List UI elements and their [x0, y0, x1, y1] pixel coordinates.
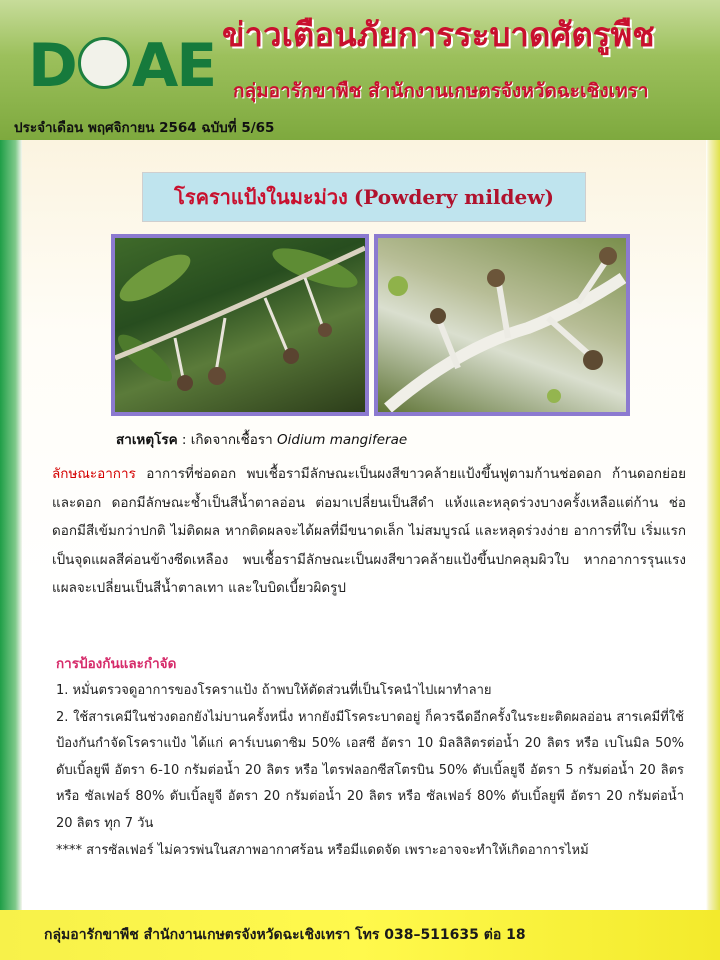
pathogen-name: Oidium mangiferae [277, 432, 408, 448]
control-section-title: การป้องกันและกำจัด [56, 656, 177, 672]
symptoms-text: อาการที่ช่อดอก พบเชื้อรามีลักษณะเป็นผงสีขาวคล้ายแป้งขึ้นฟูตามก้านช่อดอก ก้านดอกย่อย และดอก ดอกมีลักษณะช้ำเป็นสีน้ำตาลอ่อน ต่อมาเปลี่ยนเป็นสีดำ แห้งและหลุดร่วงบางครั้งเหลือแต่ก้าน ช่อดอกมีสีเข้มกว่าปกติ ไม่ติดผล หากติดผลจะได้ผลที่มีขนาดเล็ก ไม่สมบูรณ์ และหลุดร่วงง่าย อาการที่ใบ เริ่มแรกเป็นจุดแผลสีค่อนข้างซีดเหลือง พบเชื้อรามีลักษณะเป็นผงสีขาวคล้ายแป้งขึ้นปกคลุมผิวใบ หากอาการรุนแรงแผลจะเปลี่ยนเป็นสีน้ำตาลเทา และใบบิดเบี้ยวผิดรูป [52, 466, 686, 597]
photo-2-illustration [378, 238, 626, 412]
disease-title-thai: โรคราแป้งในมะม่วง [174, 185, 348, 209]
logo-letters-ae: AE [131, 31, 216, 101]
symptoms-paragraph [52, 460, 686, 603]
logo-letter-d: D [28, 31, 76, 101]
mango-inflorescence-photo-1 [111, 234, 369, 416]
mango-inflorescence-photo-2 [374, 234, 630, 416]
control-note: **** สารซัลเฟอร์ ไม่ควรพ่นในสภาพอากาศร้อน หรือมีแดดจัด เพราะอาจจะทำให้เกิดอาการไหม้ [56, 842, 589, 858]
footer-contact: กลุ่มอารักขาพืช สำนักงานเกษตรจังหวัดฉะเชิงเทรา โทร 038–511635 ต่อ 18 [44, 927, 526, 943]
control-section [56, 678, 684, 864]
right-decorative-bar [706, 140, 720, 910]
control-item-2: 2. ใช้สารเคมีในช่วงดอกยังไม่บานครั้งหนึ่ง หากยังมีโรคระบาดอยู่ ก็ควรฉีดอีกครั้งในระยะติดผลอ่อน สารเคมีที่ใช้ป้องกันกำจัดโรคราแป้ง ได้แก่ คาร์เบนดาซิม 50% เอสซี อัตรา 10 มิลลิลิตรต่อน้ำ 20 ลิตร หรือ เบโนมิล 50% ดับเบิ้ลยูพี อัตรา 6-10 กรัมต่อน้ำ 20 ลิตร หรือ ไตรฟลอกซีสโตรบิน 50% ดับเบิ้ลยูจี อัตรา 5 กรัมต่อน้ำ 20 ลิตร หรือ ซัลเฟอร์ 80% ดับเบิ้ลยูจี อัตรา 20 กรัมต่อน้ำ 20 ลิตร หรือ ซัลเฟอร์ 80% ดับเบิ้ลยูพี อัตรา 20 กรัมต่อน้ำ 20 ลิตร ทุก 7 วัน [56, 709, 684, 831]
doae-logo [28, 31, 216, 101]
department-seal-icon [78, 37, 130, 89]
disease-cause [116, 428, 407, 450]
disease-title-box [142, 172, 586, 222]
left-decorative-bar [0, 140, 22, 910]
cause-label: สาเหตุโรค [116, 432, 178, 448]
footer-bar [0, 910, 720, 960]
newsletter-title: ข่าวเตือนภัยการระบาดศัตรูพืช [222, 15, 655, 54]
header-banner [0, 0, 720, 140]
symptoms-label: ลักษณะอาการ [52, 466, 136, 482]
cause-text: : เกิดจากเชื้อรา [177, 432, 277, 448]
photo-1-illustration [115, 238, 365, 412]
issue-info: ประจำเดือน พฤศจิกายน 2564 ฉบับที่ 5/65 [14, 120, 275, 136]
newsletter-subtitle: กลุ่มอารักขาพืช สำนักงานเกษตรจังหวัดฉะเชิงเทรา [233, 80, 649, 102]
control-item-1: 1. หมั่นตรวจดูอาการของโรคราแป้ง ถ้าพบให้ตัดส่วนที่เป็นโรคนำไปเผาทำลาย [56, 683, 492, 698]
disease-title-english: (Powdery mildew) [353, 185, 554, 209]
